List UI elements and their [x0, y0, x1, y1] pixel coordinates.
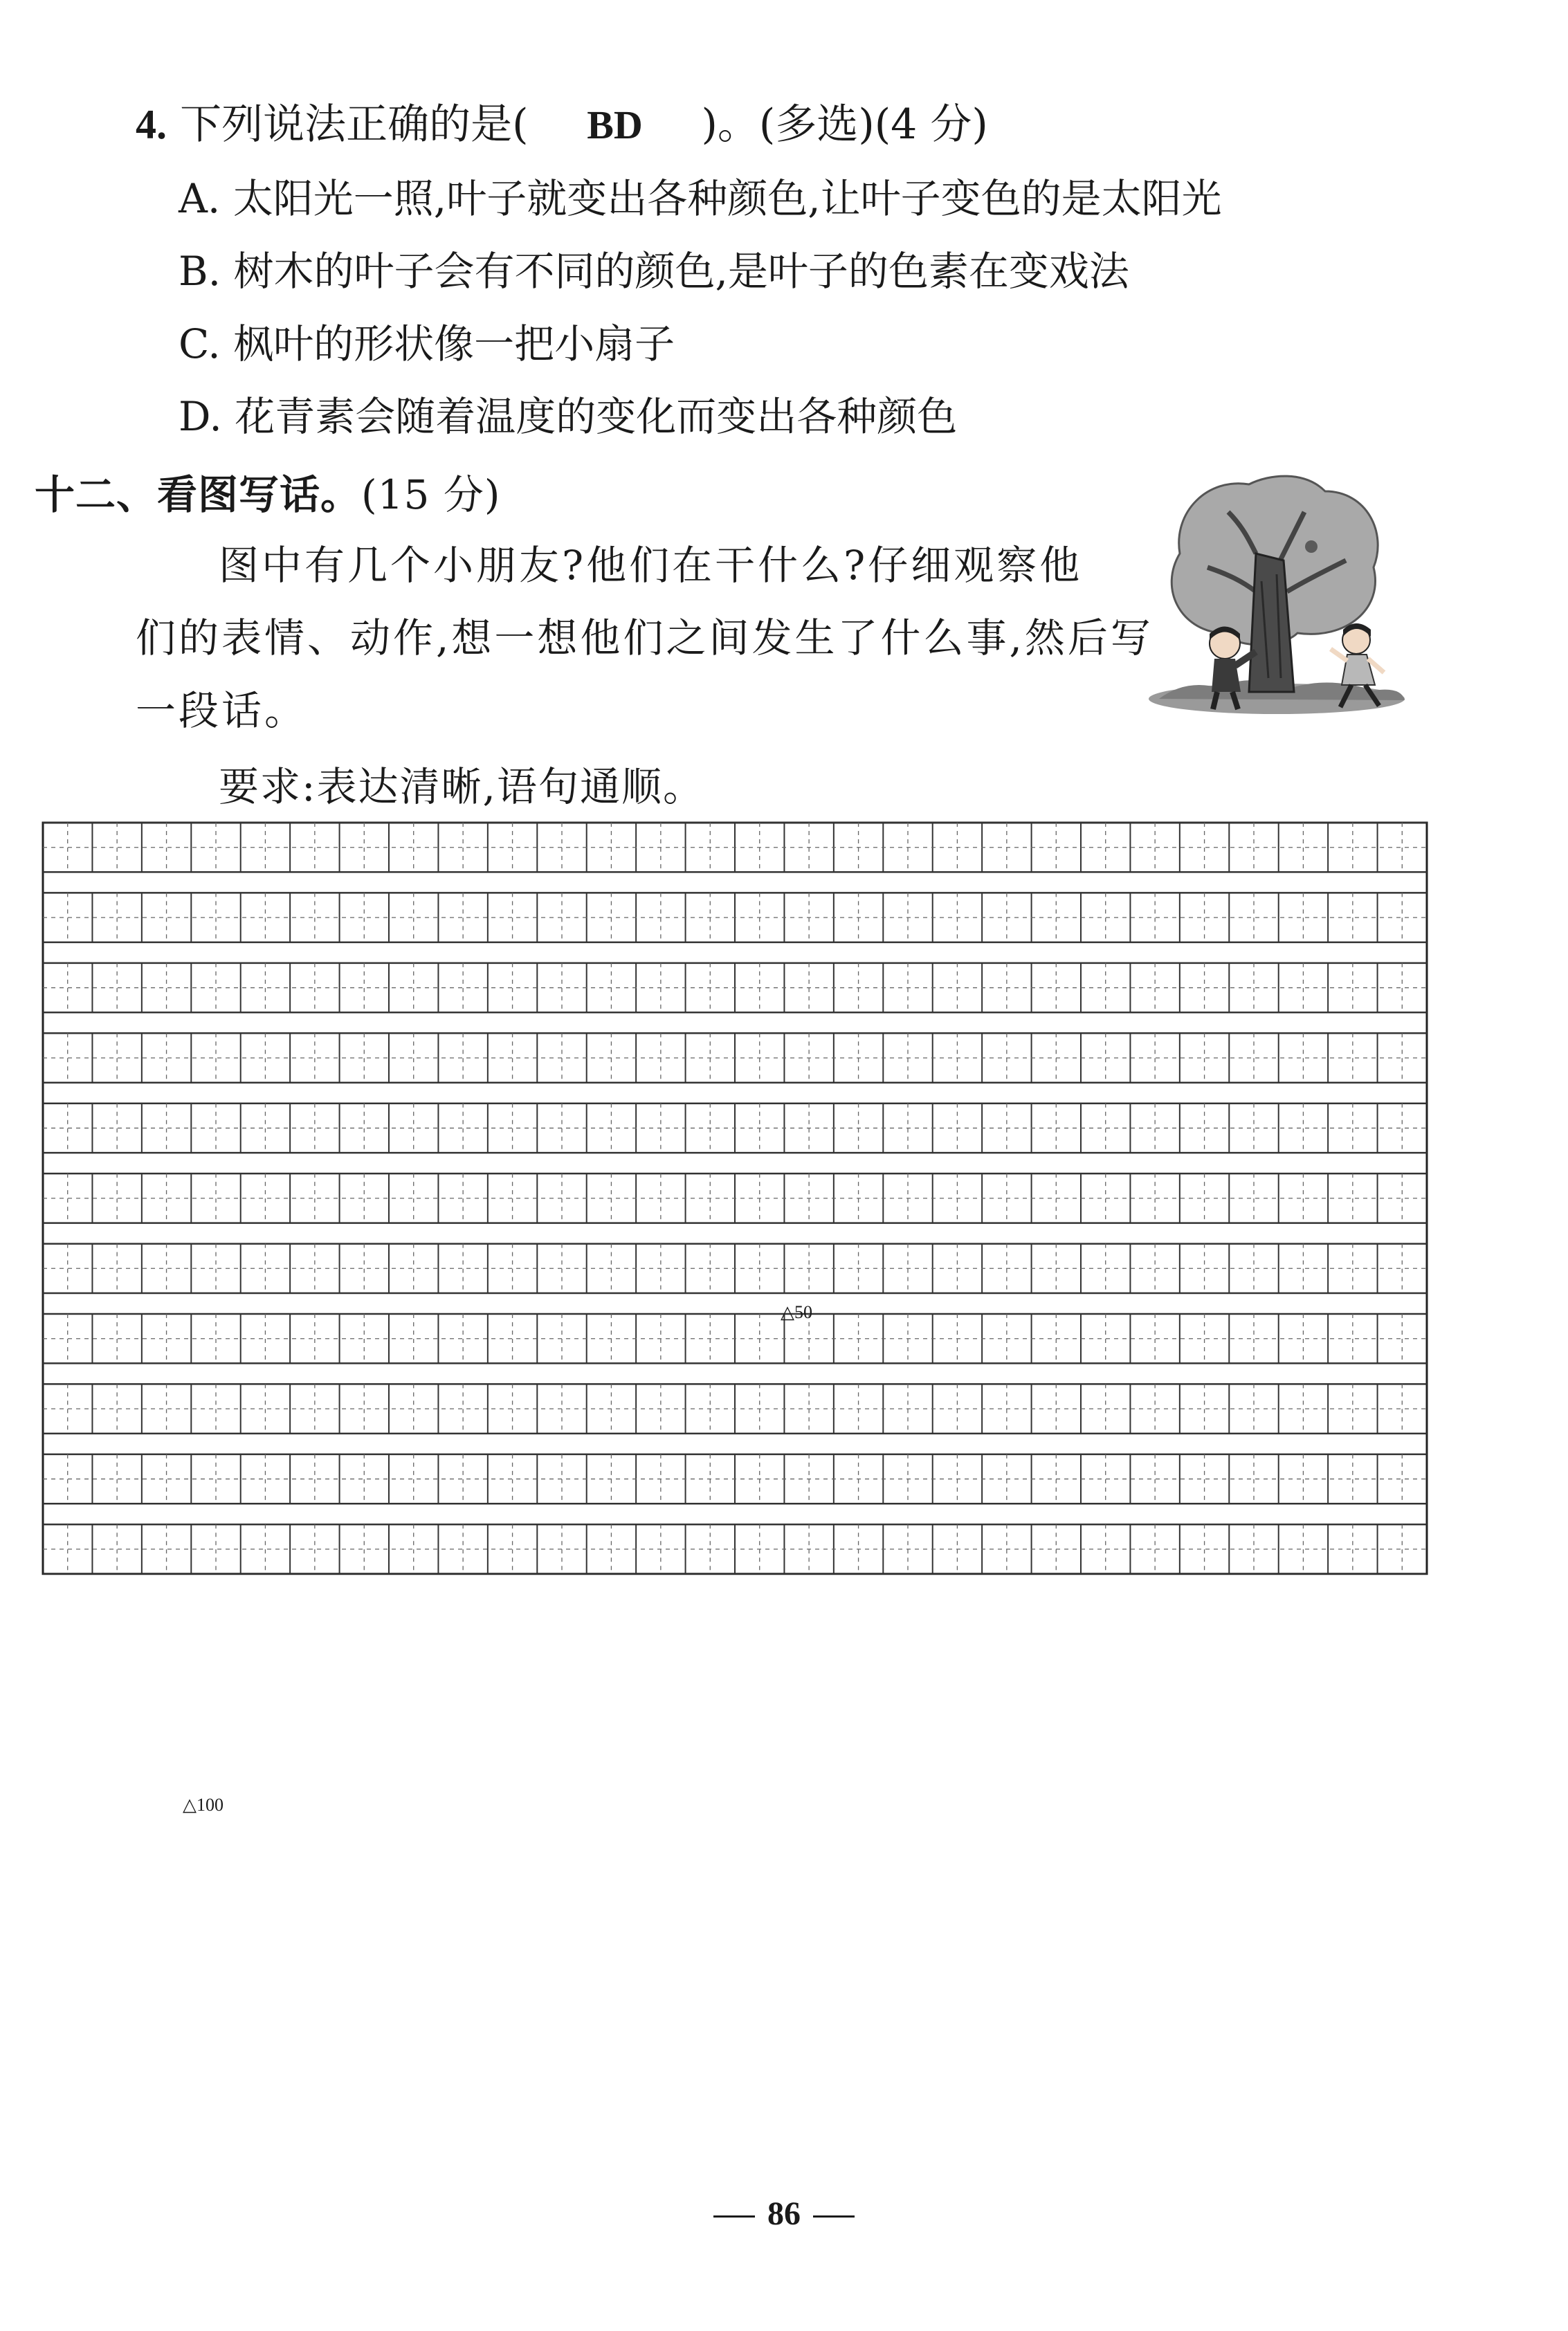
marker-50: △50	[781, 1302, 812, 1322]
option-d: D. 花青素会随着温度的变化而变出各种颜色	[179, 393, 958, 440]
section-title-text: 十二、看图写话。	[35, 471, 362, 518]
option-b: B. 树木的叶子会有不同的颜色,是叶子的色素在变戏法	[179, 248, 1129, 295]
question-number: 4.	[136, 102, 167, 147]
section-title	[35, 462, 501, 520]
question-stem-after: )。(多选)(4 分)	[701, 100, 988, 149]
option-a: A. 太阳光一照,叶子就变出各种颜色,让叶子变色的是太阳光	[179, 175, 1222, 222]
prompt-line-3: 一段话。	[136, 687, 308, 734]
page-number: 86	[0, 2195, 1568, 2233]
question-4-stem	[136, 91, 988, 151]
prompt-line-2: 们的表情、动作,想一想他们之间发生了什么事,然后写	[136, 614, 1154, 661]
prompt-line-1: 图中有几个小朋友?他们在干什么?仔细观察他	[219, 542, 1083, 589]
answer-text: BD	[587, 102, 643, 147]
writing-grid	[40, 820, 1449, 2178]
marker-100: △100	[183, 1795, 224, 1815]
tree-children-illustration	[1145, 470, 1408, 720]
question-stem-before: 下列说法正确的是(	[180, 100, 529, 149]
option-c: C. 枫叶的形状像一把小扇子	[179, 320, 675, 367]
section-score: (15 分)	[361, 471, 501, 518]
requirement-text: 要求:表达清晰,语句通顺。	[219, 763, 704, 810]
